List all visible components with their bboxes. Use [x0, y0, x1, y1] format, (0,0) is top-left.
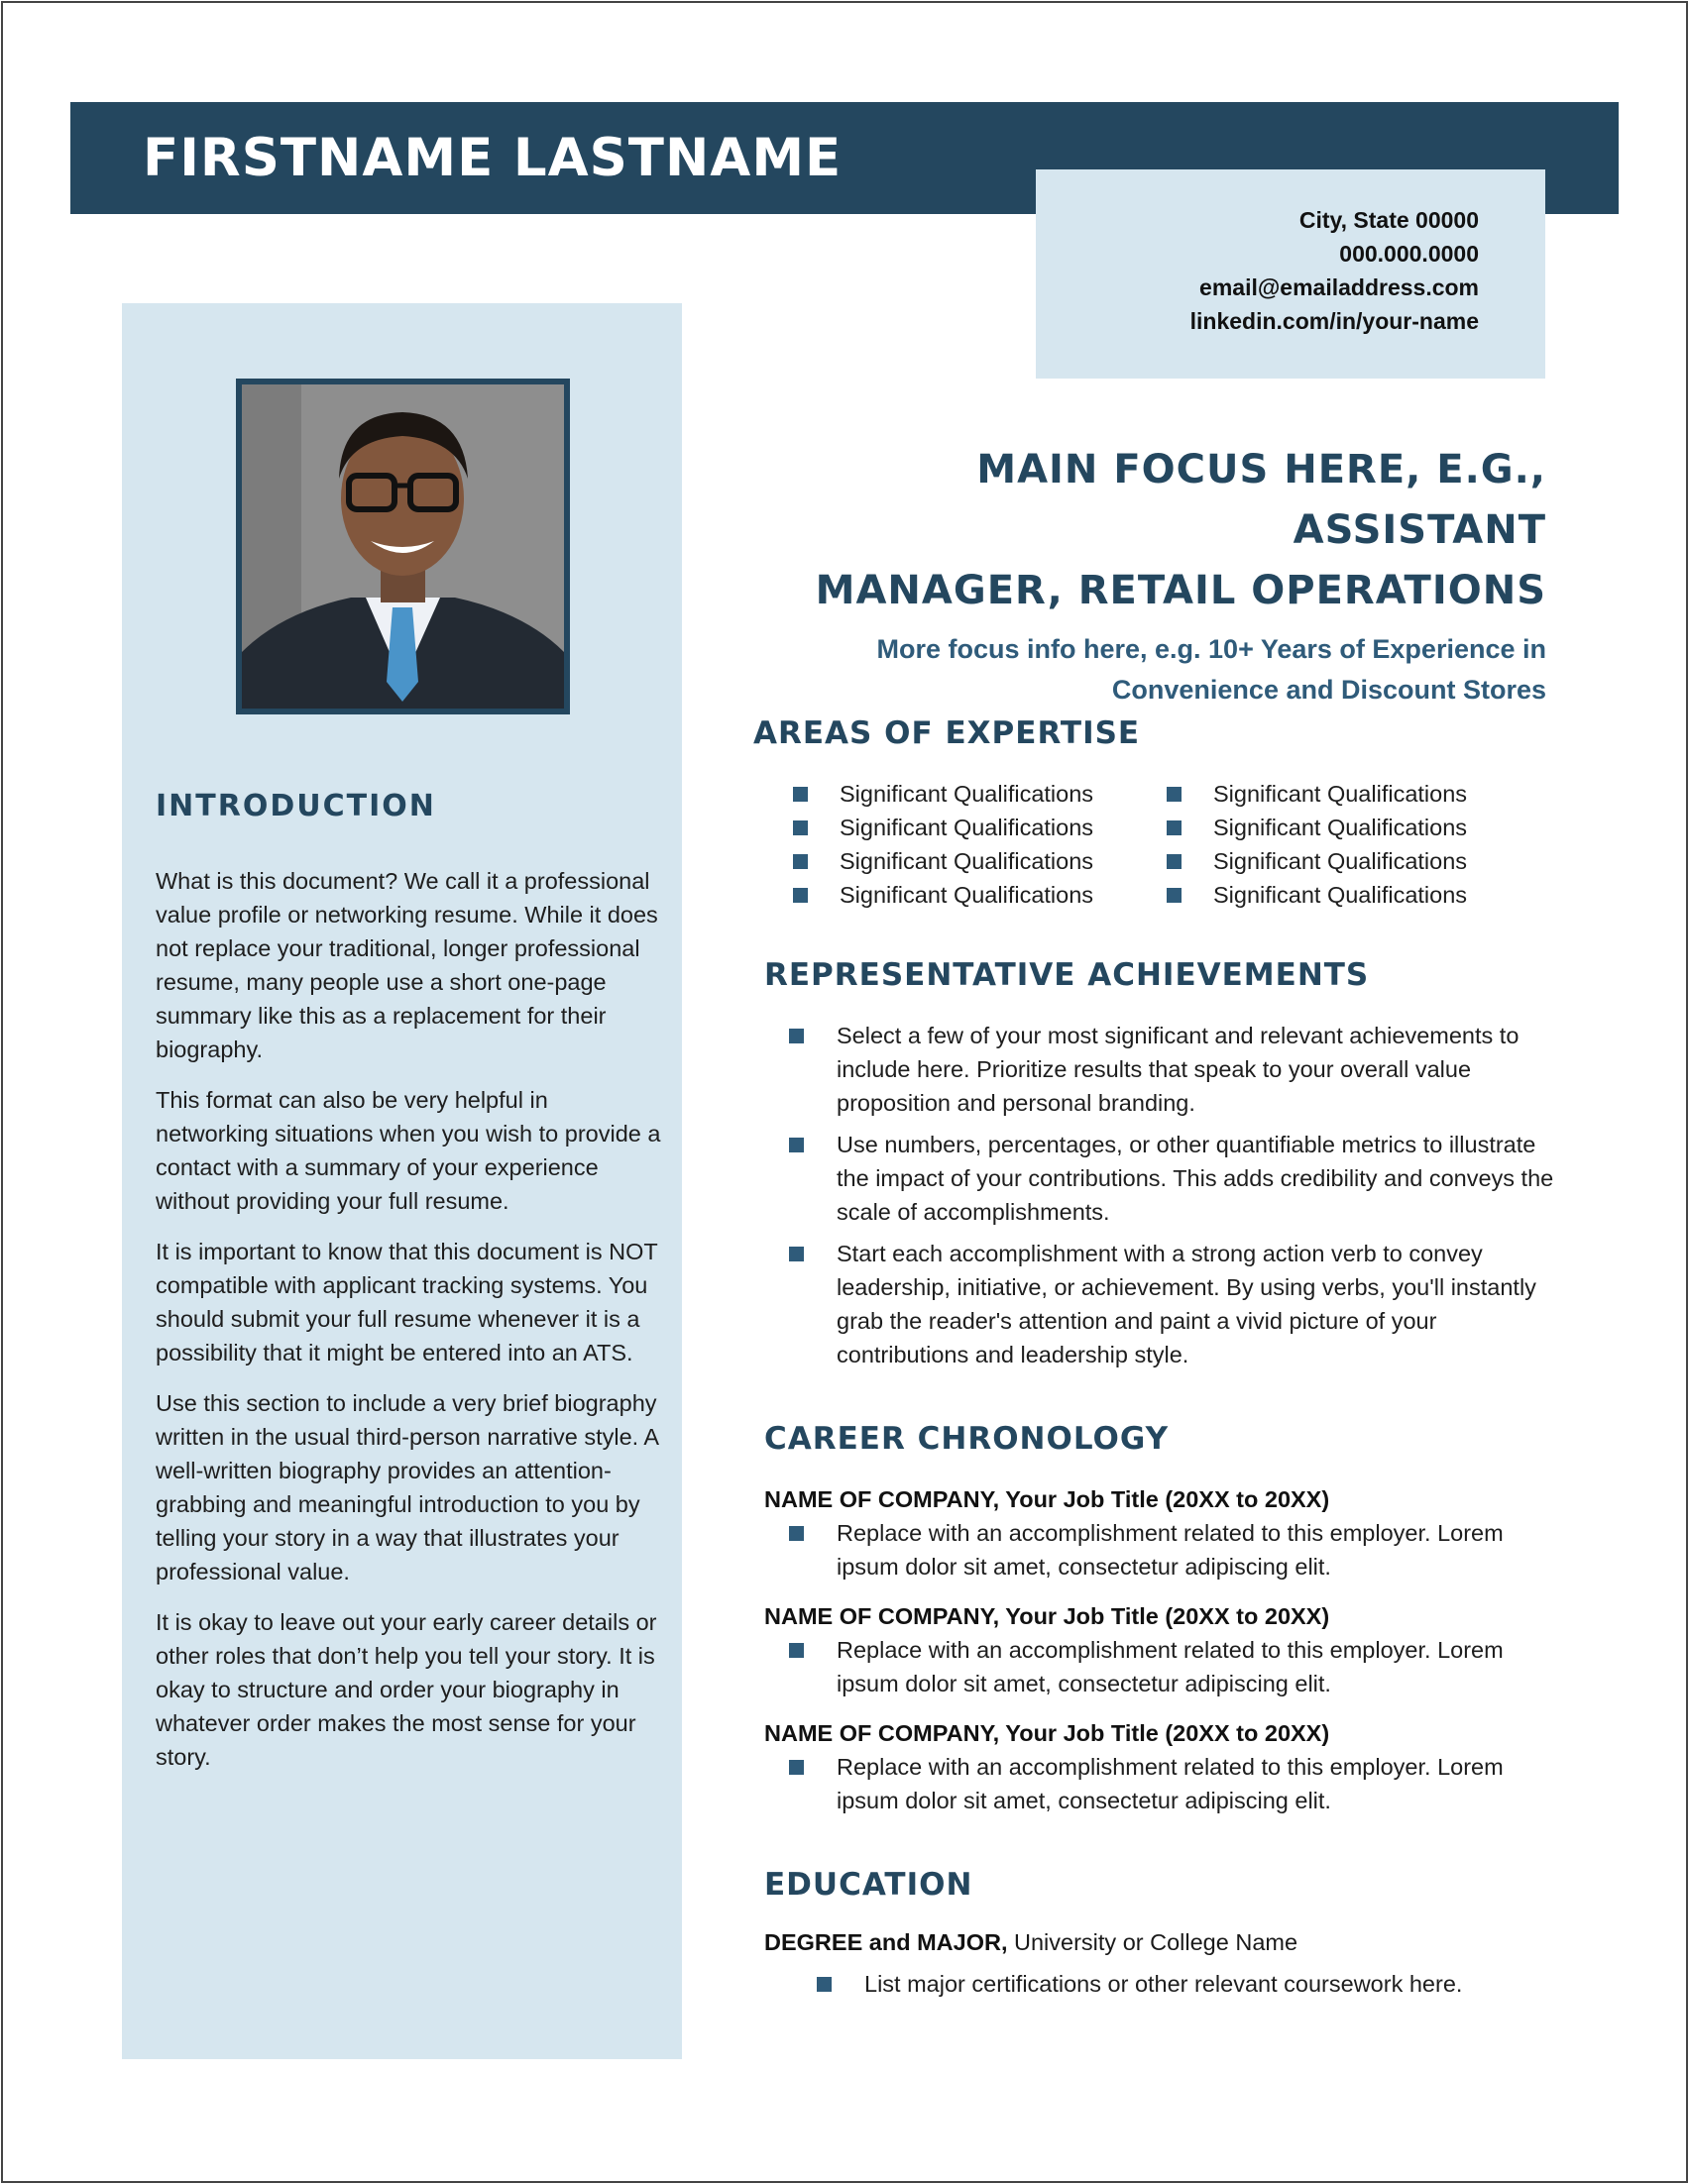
focus-subtitle-line: More focus info here, e.g. 10+ Years of Experience in — [876, 634, 1546, 664]
achievement-text: Select a few of your most significant and relevant achievements to include here. Prioritize results that speak to your overall value proposition and personal branding. — [837, 1023, 1520, 1116]
contact-phone: 000.000.0000 — [1339, 241, 1479, 267]
education-item-text: List major certifications or other relevant coursework here. — [864, 1971, 1463, 1997]
job-header: NAME OF COMPANY, Your Job Title (20XX to 20XX) — [764, 1486, 1330, 1512]
expertise-item-label: Significant Qualifications — [1213, 815, 1468, 840]
contact-location: City, State 00000 — [1298, 207, 1479, 233]
education-title: EDUCATION — [764, 1867, 973, 1903]
contact-email: email@emailaddress.com — [1199, 274, 1479, 300]
job-entry — [764, 1482, 1557, 1583]
bullet-square-icon — [789, 1526, 804, 1541]
intro-paragraph: It is important to know that this document is NOT compatible with applicant tracking systems. You should submit your full resume whenever it is a possibility that it might be entered into an ATS. — [156, 1239, 658, 1365]
expertise-item-label: Significant Qualifications — [840, 882, 1094, 908]
focus-block — [753, 440, 1546, 710]
expertise-item — [793, 878, 1167, 912]
expertise-item-label: Significant Qualifications — [1213, 848, 1468, 874]
job-accomplishment-text: Replace with an accomplishment related to this employer. Lorem ipsum dolor sit amet, consectetur adipiscing elit. — [837, 1637, 1504, 1696]
school-name: University or College Name — [1007, 1929, 1298, 1955]
focus-title-line: MAIN FOCUS HERE, E.G., ASSISTANT — [976, 447, 1546, 553]
bullet-square-icon — [793, 820, 808, 835]
education-item — [817, 1967, 1557, 2001]
expertise-title: AREAS OF EXPERTISE — [753, 715, 1141, 751]
intro-paragraph: It is okay to leave out your early career details or other roles that don’t help you tell your story. It is okay to structure and order your biography in whatever order makes the most sense for your story. — [156, 1609, 657, 1770]
bullet-square-icon — [817, 1977, 832, 1992]
contact-linkedin: linkedin.com/in/your-name — [1189, 308, 1479, 334]
candidate-name: FIRSTNAME LASTNAME — [143, 128, 843, 188]
job-header: NAME OF COMPANY, Your Job Title (20XX to 20XX) — [764, 1603, 1330, 1629]
expertise-list — [793, 777, 1540, 912]
job-header: NAME OF COMPANY, Your Job Title (20XX to 20XX) — [764, 1720, 1330, 1746]
intro-body — [156, 864, 661, 1791]
bullet-square-icon — [793, 787, 808, 802]
career-title: CAREER CHRONOLOGY — [764, 1421, 1170, 1457]
intro-paragraph: What is this document? We call it a professional value profile or networking resume. While it does not replace your traditional, longer professional resume, many people use a short one-page summary like this as a replacement for their biography. — [156, 868, 658, 1062]
expertise-item — [1167, 844, 1540, 878]
expertise-item — [793, 777, 1167, 811]
career-list — [764, 1482, 1557, 1833]
job-accomplishment-text: Replace with an accomplishment related to this employer. Lorem ipsum dolor sit amet, consectetur adipiscing elit. — [837, 1754, 1504, 1813]
job-entry — [764, 1599, 1557, 1700]
expertise-item — [1167, 811, 1540, 844]
achievement-text: Start each accomplishment with a strong action verb to convey leadership, initiative, or achievement. By using verbs, you'll instantly grab the reader's attention and paint a vivid picture of your contributions and leadership style. — [837, 1241, 1536, 1367]
education-block — [764, 1925, 1557, 2001]
expertise-item-label: Significant Qualifications — [840, 815, 1094, 840]
focus-subtitle-line: Convenience and Discount Stores — [1111, 675, 1546, 705]
job-accomplishment — [789, 1750, 1557, 1817]
focus-subtitle — [753, 629, 1546, 710]
expertise-item — [1167, 878, 1540, 912]
expertise-item-label: Significant Qualifications — [1213, 882, 1468, 908]
bullet-square-icon — [789, 1643, 804, 1658]
expertise-item-label: Significant Qualifications — [1213, 781, 1468, 807]
bullet-square-icon — [789, 1138, 804, 1152]
expertise-column-right — [1167, 777, 1540, 912]
achievement-item — [789, 1019, 1572, 1120]
bullet-square-icon — [789, 1760, 804, 1775]
achievement-text: Use numbers, percentages, or other quantifiable metrics to illustrate the impact of your contributions. This adds credibility and conveys the scale of accomplishments. — [837, 1132, 1554, 1225]
job-entry — [764, 1716, 1557, 1817]
bullet-square-icon — [793, 854, 808, 869]
bullet-square-icon — [789, 1247, 804, 1261]
achievements-list — [789, 1019, 1572, 1379]
education-entry — [764, 1925, 1557, 1959]
expertise-item-label: Significant Qualifications — [840, 848, 1094, 874]
degree-major: DEGREE and MAJOR, — [764, 1929, 1008, 1955]
job-accomplishment — [789, 1516, 1557, 1583]
expertise-item-label: Significant Qualifications — [840, 781, 1094, 807]
portrait-image — [242, 384, 564, 709]
sidebar — [122, 303, 682, 2059]
job-accomplishment-text: Replace with an accomplishment related to this employer. Lorem ipsum dolor sit amet, consectetur adipiscing elit. — [837, 1520, 1504, 1580]
job-accomplishment — [789, 1633, 1557, 1700]
focus-title-line: MANAGER, RETAIL OPERATIONS — [815, 568, 1546, 613]
achievement-item — [789, 1128, 1572, 1229]
bullet-square-icon — [1167, 820, 1182, 835]
profile-photo — [236, 379, 570, 714]
expertise-column-left — [793, 777, 1167, 912]
intro-paragraph: Use this section to include a very brief biography written in the usual third-person narrative style. A well-written biography provides an attention-grabbing and meaningful introduction to you by telling your story in a way that illustrates your professional value. — [156, 1390, 658, 1584]
expertise-item — [793, 811, 1167, 844]
intro-paragraph: This format can also be very helpful in networking situations when you wish to provide a contact with a summary of your experience without providing your full resume. — [156, 1087, 661, 1214]
intro-title: INTRODUCTION — [156, 789, 436, 823]
achievements-title: REPRESENTATIVE ACHIEVEMENTS — [764, 957, 1370, 993]
bullet-square-icon — [1167, 888, 1182, 903]
achievement-item — [789, 1237, 1572, 1371]
bullet-square-icon — [1167, 854, 1182, 869]
contact-box — [1036, 169, 1545, 379]
bullet-square-icon — [793, 888, 808, 903]
expertise-item — [1167, 777, 1540, 811]
bullet-square-icon — [1167, 787, 1182, 802]
bullet-square-icon — [789, 1029, 804, 1043]
expertise-item — [793, 844, 1167, 878]
